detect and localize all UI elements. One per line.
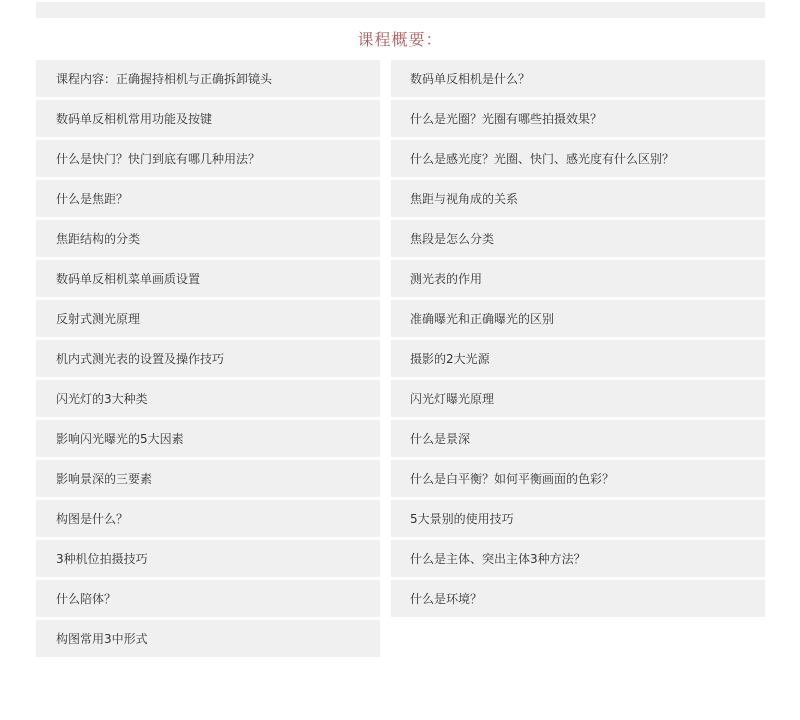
outline-item: 数码单反相机是什么？ xyxy=(391,60,765,97)
outline-item: 摄影的2大光源 xyxy=(391,340,765,377)
outline-item: 什么是白平衡？如何平衡画面的色彩？ xyxy=(391,460,765,497)
course-outline-grid xyxy=(36,60,765,657)
outline-item: 机内式测光表的设置及操作技巧 xyxy=(36,340,380,377)
outline-item: 什么是主体、突出主体3种方法？ xyxy=(391,540,765,577)
outline-item: 焦段是怎么分类 xyxy=(391,220,765,257)
outline-item: 3种机位拍摄技巧 xyxy=(36,540,380,577)
section-title: 课程概要： xyxy=(357,30,443,49)
outline-item: 焦距结构的分类 xyxy=(36,220,380,257)
outline-item: 什么是感光度？光圈、快门、感光度有什么区别？ xyxy=(391,140,765,177)
top-banner-strip xyxy=(36,2,765,18)
outline-item: 测光表的作用 xyxy=(391,260,765,297)
outline-item: 反射式测光原理 xyxy=(36,300,380,337)
outline-item: 闪光灯曝光原理 xyxy=(391,380,765,417)
outline-item: 什么是快门？快门到底有哪几种用法？ xyxy=(36,140,380,177)
outline-item: 什么是焦距？ xyxy=(36,180,380,217)
outline-item: 课程内容：正确握持相机与正确拆卸镜头 xyxy=(36,60,380,97)
outline-item: 什么是景深 xyxy=(391,420,765,457)
outline-item: 影响闪光曝光的5大因素 xyxy=(36,420,380,457)
outline-item: 什么陪体？ xyxy=(36,580,380,617)
outline-item: 数码单反相机菜单画质设置 xyxy=(36,260,380,297)
outline-item: 焦距与视角成的关系 xyxy=(391,180,765,217)
outline-item: 什么是光圈？光圈有哪些拍摄效果？ xyxy=(391,100,765,137)
outline-item: 闪光灯的3大种类 xyxy=(36,380,380,417)
outline-item: 5大景别的使用技巧 xyxy=(391,500,765,537)
outline-item: 准确曝光和正确曝光的区别 xyxy=(391,300,765,337)
outline-item: 构图是什么？ xyxy=(36,500,380,537)
outline-item: 数码单反相机常用功能及按键 xyxy=(36,100,380,137)
outline-item: 什么是环境？ xyxy=(391,580,765,617)
outline-item: 构图常用3中形式 xyxy=(36,620,380,657)
outline-item: 影响景深的三要素 xyxy=(36,460,380,497)
